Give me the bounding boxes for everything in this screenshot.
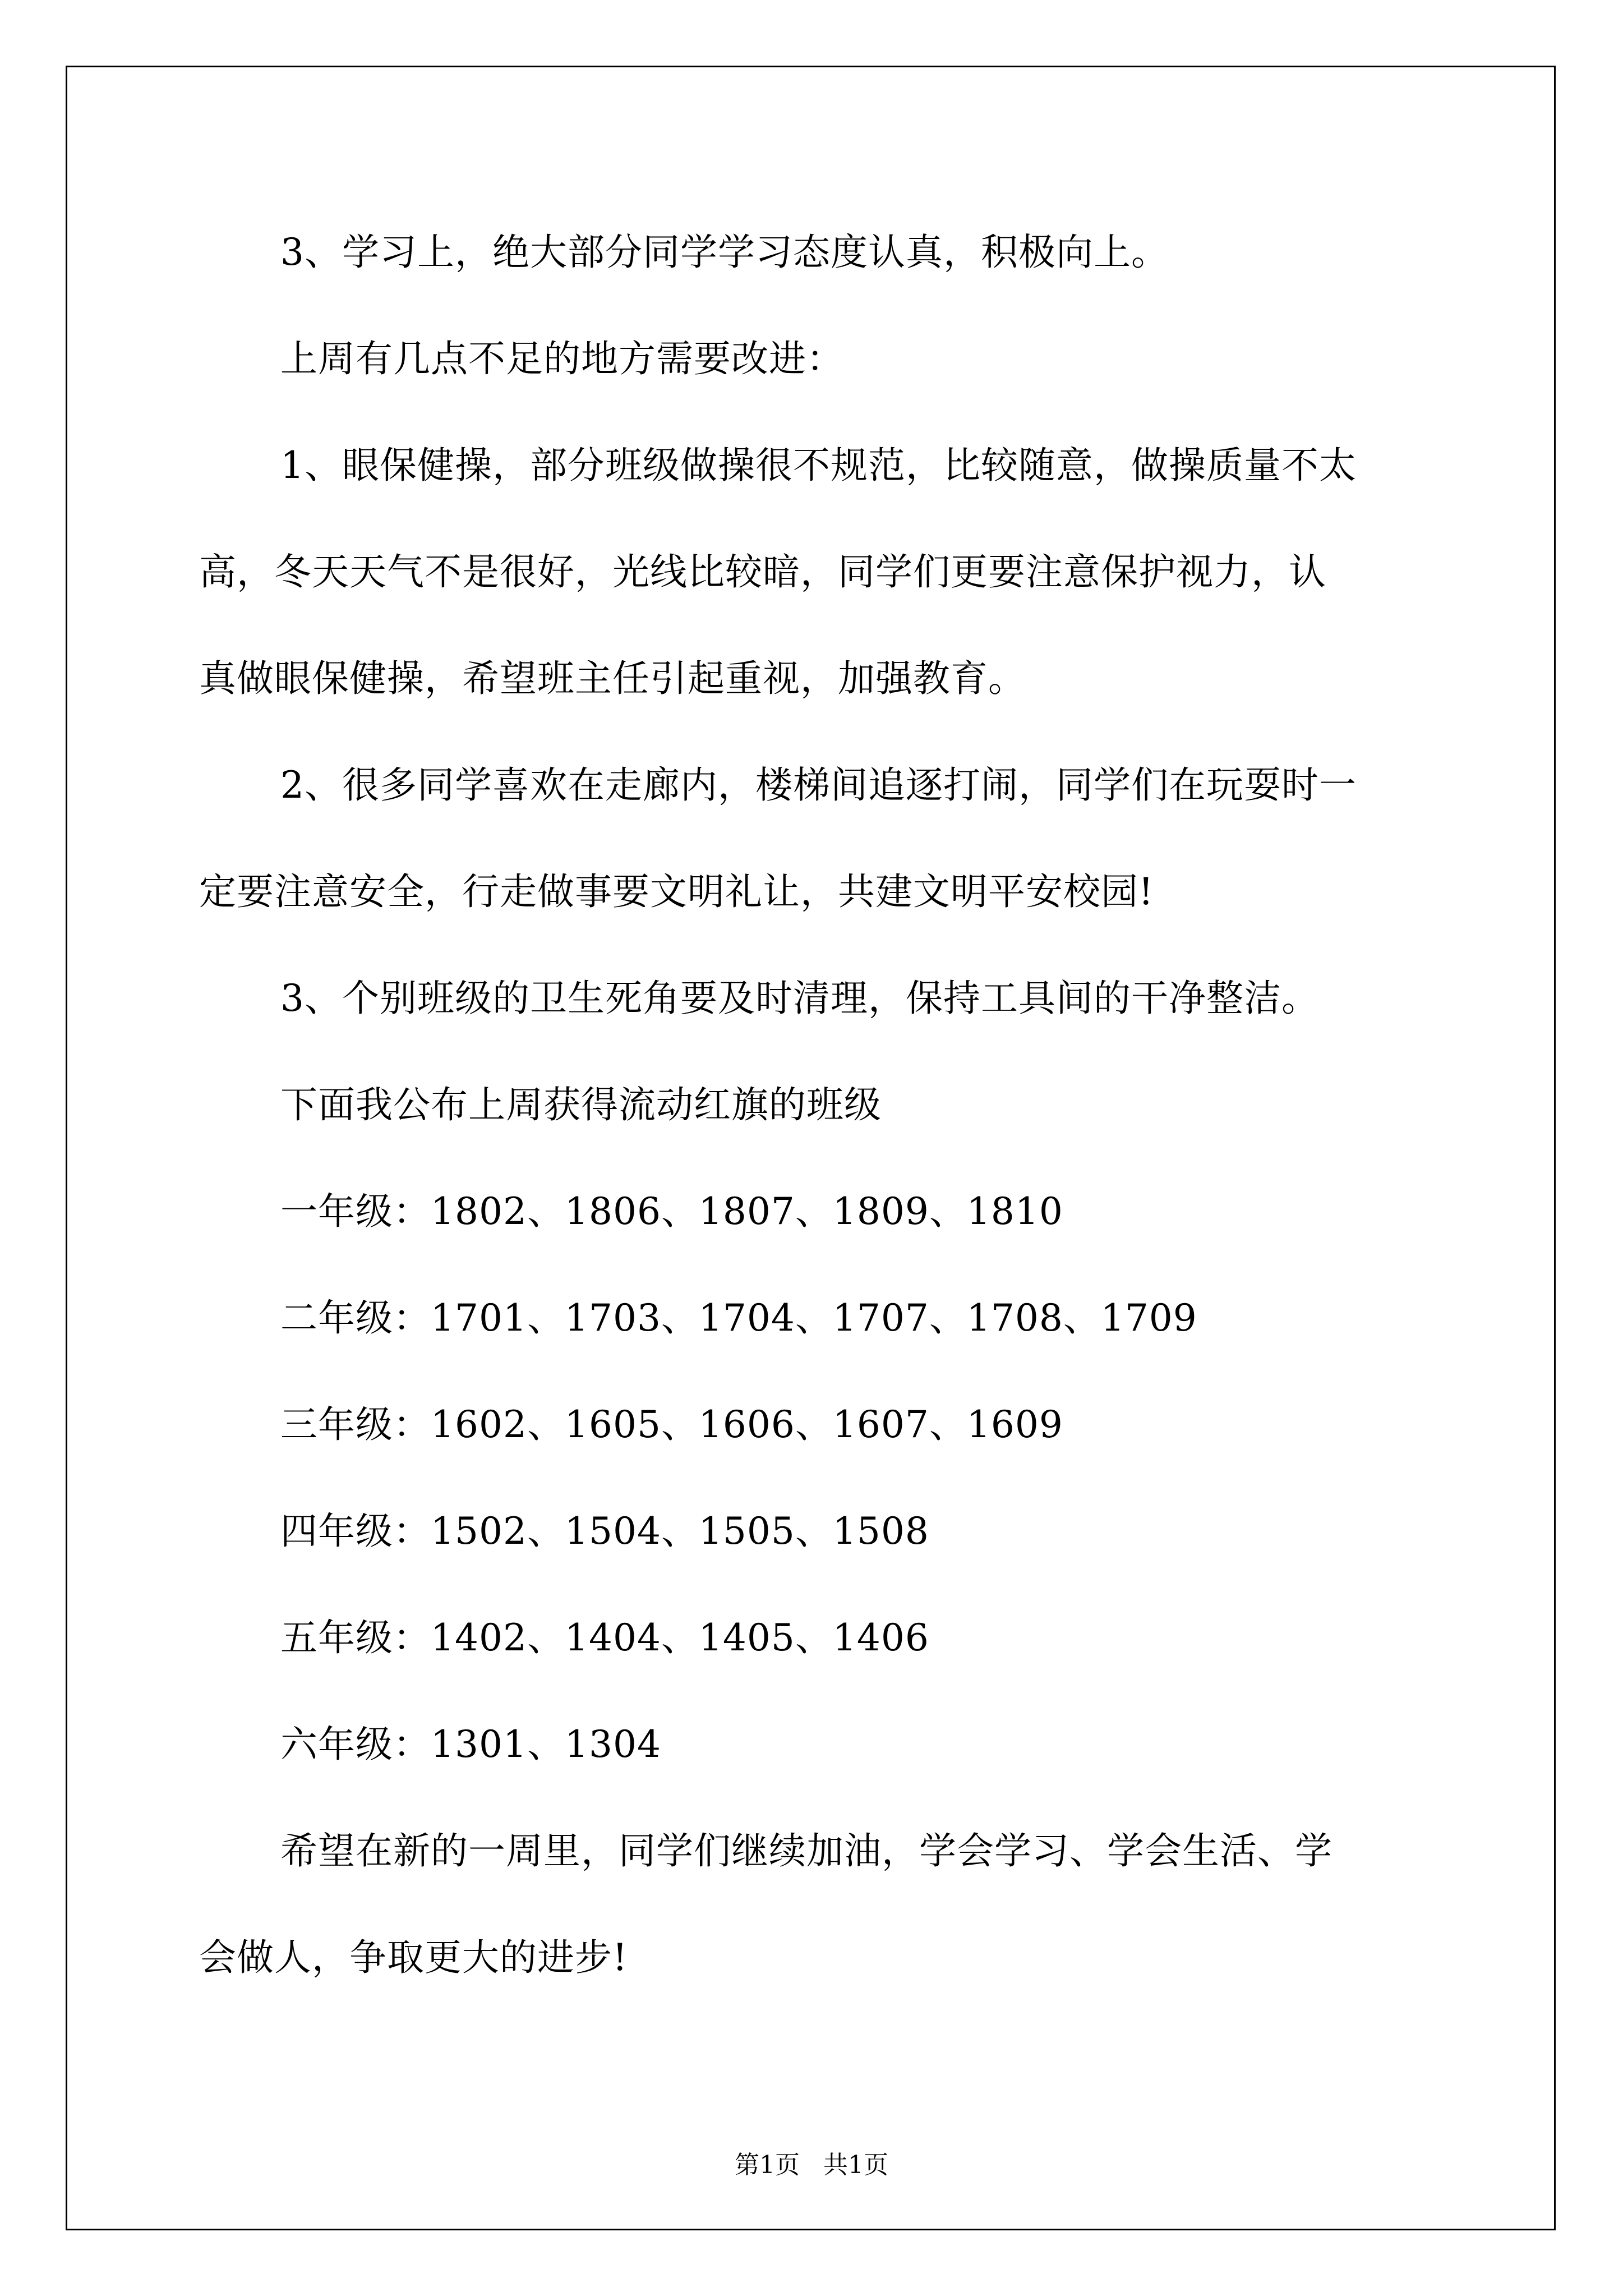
paragraph-line: 2、很多同学喜欢在走廊内，楼梯间追逐打闹，同学们在玩耍时一	[280, 763, 1357, 807]
class-list-grade-6: 六年级：1301、1304	[280, 1723, 661, 1766]
class-list-grade-1: 一年级：1802、1806、1807、1809、1810	[280, 1190, 1063, 1233]
class-list-grade-5: 五年级：1402、1404、1405、1406	[280, 1616, 929, 1659]
page-footer: 第1页 共1页	[735, 2151, 888, 2179]
paragraph-line: 真做眼保健操，希望班主任引起重视，加强教育。	[199, 657, 1026, 700]
class-list-grade-4: 四年级：1502、1504、1505、1508	[280, 1510, 929, 1553]
paragraph-line: 3、个别班级的卫生死角要及时清理，保持工具间的干净整洁。	[280, 977, 1319, 1020]
paragraph-line: 高，冬天天气不是很好，光线比较暗，同学们更要注意保护视力，认	[199, 550, 1326, 593]
paragraph-line: 会做人，争取更大的进步!	[199, 1936, 628, 1979]
class-list-grade-3: 三年级：1602、1605、1606、1607、1609	[280, 1403, 1063, 1446]
class-list-grade-2: 二年级：1701、1703、1704、1707、1708、1709	[280, 1296, 1197, 1340]
paragraph-line: 3、学习上，绝大部分同学学习态度认真，积极向上。	[280, 231, 1169, 274]
paragraph-line: 1、眼保健操，部分班级做操很不规范，比较随意，做操质量不太	[280, 444, 1357, 487]
paragraph-line: 定要注意安全，行走做事要文明礼让，共建文明平安校园!	[199, 870, 1154, 913]
paragraph-line: 上周有几点不足的地方需要改进：	[280, 337, 844, 380]
paragraph-line: 希望在新的一周里，同学们继续加油，学会学习、学会生活、学	[280, 1829, 1332, 1872]
paragraph-line: 下面我公布上周获得流动红旗的班级	[280, 1083, 882, 1126]
